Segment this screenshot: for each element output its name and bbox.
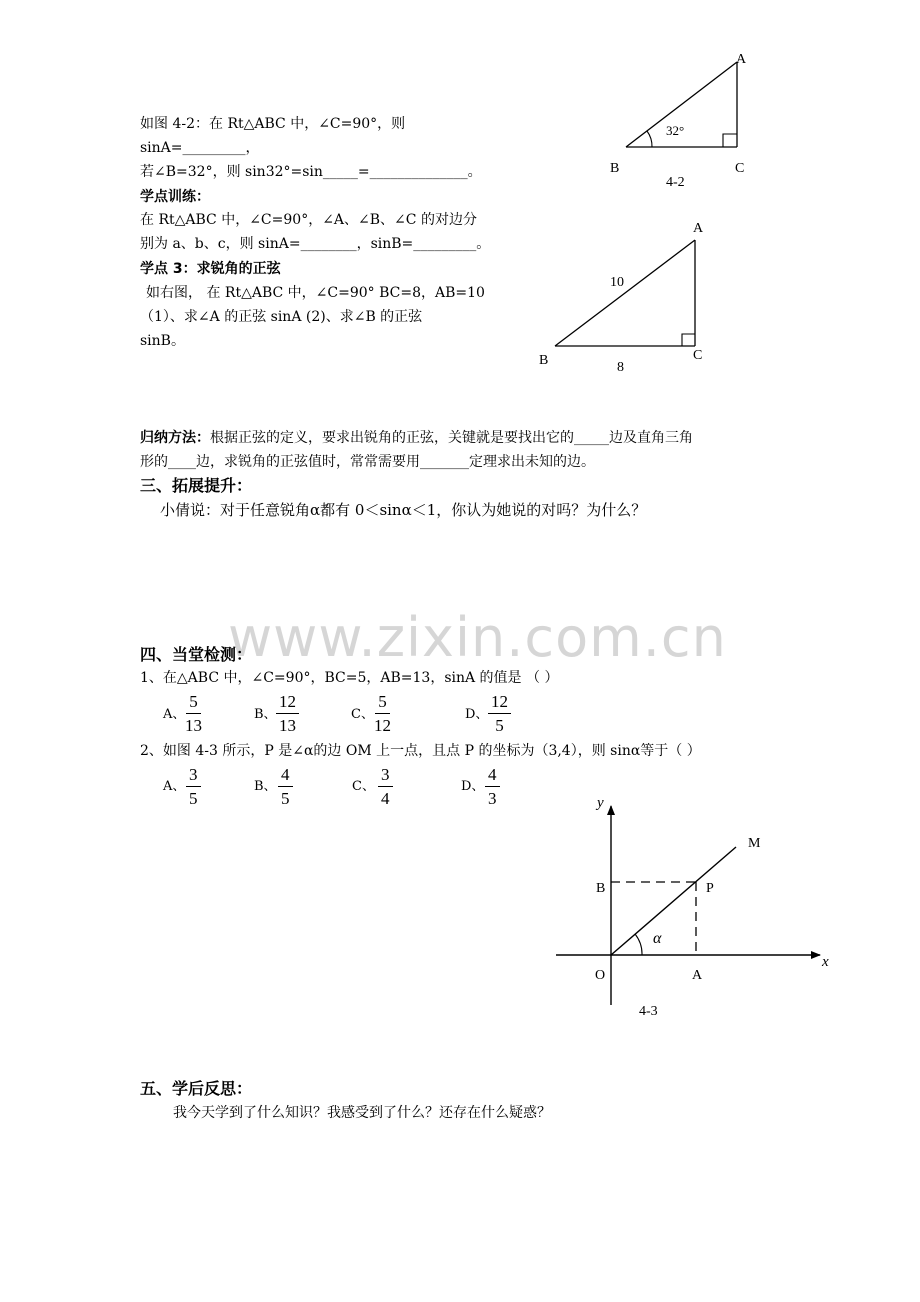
s1-line1: 如图 4-2：在 Rt△ABC 中，∠C=90°，则: [140, 116, 406, 132]
section5-title: 五、学后反思：: [140, 1079, 253, 1098]
label-c: C: [693, 348, 703, 363]
q1-option-b-label: B、: [254, 707, 277, 722]
section3-title: 三、拓展提升：: [140, 476, 253, 495]
practice-line1: 在 Rt△ABC 中，∠C=90°，∠A、∠B、∠C 的对边分: [140, 212, 477, 228]
section4-title: 四、当堂检测：: [140, 645, 253, 664]
q1-option-c-label: C、: [351, 707, 374, 722]
s1-line3: 若∠B=32°，则 sin32°=sin_____=______________。: [140, 164, 482, 180]
q1-option-a-fraction: $\frac{5}{13}$: [185, 692, 202, 735]
section3-text: 小倩说：对于任意锐角α都有 0＜sinα＜1，你认为她说的对吗？为什么？: [160, 501, 647, 519]
summary-line1: [140, 428, 693, 448]
q2-option-a-fraction: $\frac{3}{5}$: [186, 765, 201, 808]
q2-option-c-label: C、: [352, 779, 375, 794]
figure-right-triangle: [535, 215, 720, 380]
right-angle-mark: [682, 334, 695, 346]
label-m: M: [748, 836, 761, 851]
angle-label: 32°: [666, 123, 685, 138]
q2-option-b-fraction: $\frac{4}{5}$: [278, 765, 293, 808]
q1-option-d-label: D、: [465, 707, 489, 722]
label-a: A: [693, 221, 704, 236]
figure-caption: 4-2: [666, 175, 685, 190]
q1-option-d-fraction: $\frac{12}{5}$: [488, 692, 511, 735]
label-b: B: [596, 881, 606, 896]
ray-om: [611, 847, 736, 955]
x-axis-label: x: [822, 954, 829, 970]
label-c: C: [735, 161, 745, 176]
label-o: O: [595, 968, 606, 983]
label-b: B: [539, 353, 549, 368]
alpha-label: α: [653, 930, 662, 947]
label-a: A: [692, 968, 703, 983]
y-axis-label: y: [597, 795, 604, 811]
q2-option-d-label: D、: [461, 779, 485, 794]
summary-text1: 根据正弦的定义，要求出锐角的正弦，关键就是要找出它的_____边及直角三角: [210, 430, 693, 446]
side-ab: [555, 240, 695, 346]
q2-option-d-fraction: $\frac{4}{3}$: [485, 765, 500, 808]
q1-text: 1、在△ABC 中，∠C=90°，BC=5，AB=13，sinA 的值是 （ ）: [140, 670, 559, 686]
q2-option-c-fraction: $\frac{3}{4}$: [378, 765, 393, 808]
section5-text: 我今天学到了什么知识？我感受到了什么？还存在什么疑惑？: [173, 1105, 551, 1121]
point3-line1: 如右图， 在 Rt△ABC 中，∠C=90° BC=8，AB=10: [146, 285, 485, 301]
summary-title: 归纳方法：: [140, 430, 210, 446]
practice-line2: 别为 a、b、c，则 sinA=________，sinB=_________。: [140, 236, 491, 252]
label-a: A: [736, 52, 747, 67]
q1-option-a-label: A、: [163, 707, 186, 722]
q2-option-a-label: A、: [163, 779, 186, 794]
s1-line2: sinA=_________，: [140, 140, 260, 156]
q2-option-b-label: B、: [254, 779, 277, 794]
label-p: P: [706, 881, 714, 896]
figure-4-3: [540, 790, 840, 1025]
q1-option-b-fraction: $\frac{12}{13}$: [276, 692, 299, 735]
q2-text: 2、如图 4-3 所示，P 是∠α的边 OM 上一点，且点 P 的坐标为（3,4），则 sinα等于（ ）: [140, 743, 701, 759]
point3-line3: sinB。: [140, 333, 185, 349]
figure-caption: 4-3: [639, 1004, 658, 1019]
point3-line2: （1）、求∠A 的正弦 sinA (2)、求∠B 的正弦: [140, 309, 423, 325]
alpha-arc: [635, 934, 642, 955]
q1-option-c-fraction: $\frac{5}{12}$: [374, 692, 391, 735]
practice-title: 学点训练：: [140, 189, 210, 205]
angle-arc: [647, 131, 652, 147]
base-label: 8: [617, 360, 624, 375]
label-b: B: [610, 161, 620, 176]
right-angle-mark: [723, 134, 737, 147]
watermark: www.zixin.com.cn: [228, 606, 727, 669]
figure-4-2: [600, 48, 770, 193]
point3-title: 学点 3：求锐角的正弦: [140, 261, 281, 277]
hyp-label: 10: [610, 275, 624, 290]
summary-line2: 形的____边，求锐角的正弦值时，常常需要用_______定理求出未知的边。: [140, 454, 595, 470]
